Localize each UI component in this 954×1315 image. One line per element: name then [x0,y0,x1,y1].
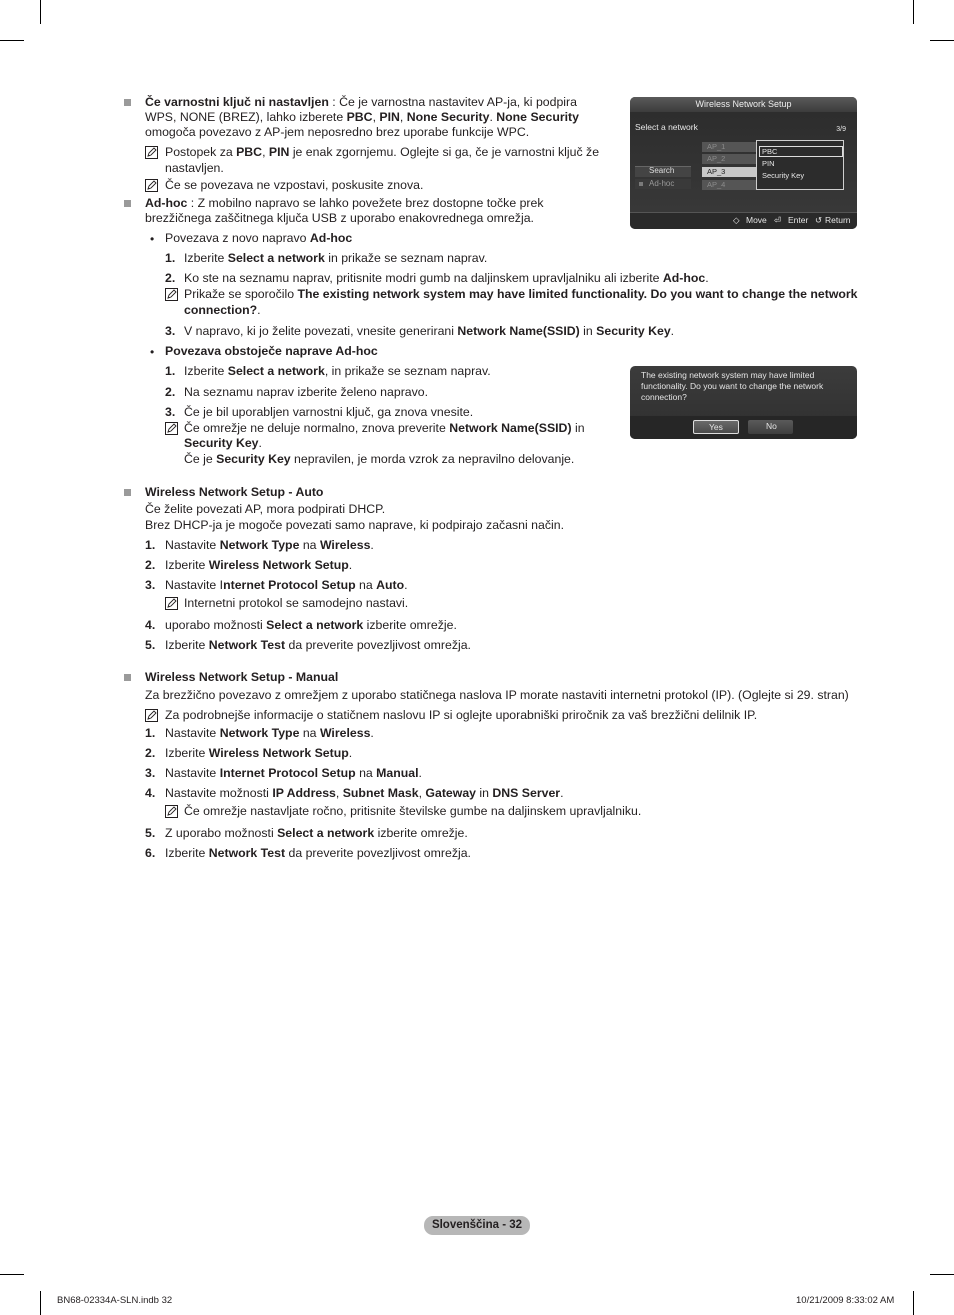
text: . [348,558,353,572]
text: in [476,786,493,800]
crop-mark [930,1274,954,1275]
text: , in prikaže se seznam naprav. [324,364,491,378]
adhoc-label: Ad-hoc [649,179,675,188]
dialog-button-bar [630,416,857,439]
text: uporabo možnosti [165,618,267,632]
step-number: 1. [165,364,176,378]
crop-mark [930,40,954,41]
note-line: nastavljen. [165,161,224,175]
text: . [418,766,422,780]
text: V napravo, ki jo želite povezati, vnesite generirani [184,324,458,338]
crop-mark [913,1291,914,1315]
text: . [370,538,374,552]
select-network-label: Select a network [635,122,698,132]
tv-screen-confirm-dialog [630,366,857,439]
bold-term: Ad-hoc [145,196,188,210]
text: da preverite povezljivost omrežja. [285,638,471,652]
step-number: 6. [145,846,156,860]
bold-term: Select a network [227,364,325,378]
text: Izberite [165,846,209,860]
bullet-line [165,231,352,247]
bold-term: Wireless [319,538,371,552]
text: WPS, NONE (BREZ), lahko izberete [145,110,347,124]
text: na [299,726,320,740]
screen-footer [630,212,857,229]
note-icon [145,146,158,159]
bold-term: Network Name(SSID) [449,421,572,435]
step-line [165,746,352,762]
text: Prikaže se sporočilo [184,287,298,301]
text: Nastavite I [165,578,224,592]
note-line [184,436,262,452]
step-number: 1. [145,538,156,552]
text: Nastavite [165,538,220,552]
crop-mark [0,40,24,41]
text: na [355,578,377,592]
bold-term: Security Key [596,324,671,338]
crop-mark [0,1274,24,1275]
text: . [258,436,262,450]
step-number: 1. [145,726,156,740]
bold-term: Network Test [208,846,286,860]
paragraph-line [145,95,577,111]
page-number-label: Slovenščina - 32 [424,1216,530,1235]
bold-term: PIN [379,110,400,124]
bold-term: Ad-hoc [309,231,353,245]
step-number: 4. [145,618,156,632]
text: : Če je varnostna nastavitev AP-ja, ki podpira [328,95,577,109]
dialog-message: functionality. Do you want to change the network [641,381,824,391]
step-line [165,766,422,782]
text: Povezava z novo napravo [165,231,310,245]
text: Če omrežje ne deluje normalno, znova preverite [184,421,450,435]
paragraph-line [145,196,544,212]
text: Izberite [184,364,228,378]
return-icon: ↺ [815,215,823,225]
crop-mark [40,0,41,24]
step-number: 2. [165,271,176,285]
tv-screen-wireless-setup [630,97,857,229]
text: , [418,786,426,800]
text: na [299,538,320,552]
bold-term: Ad-hoc [662,271,706,285]
step-number: 2. [165,385,176,399]
bold-term: Select a network [266,618,364,632]
text: Ko ste na seznamu naprav, pritisnite modri gumb na daljinskem upravljalniku ali izberite [184,271,663,285]
text: izberite omrežje. [363,618,457,632]
text: , [399,110,407,124]
bold-term: Select a network [227,251,325,265]
section-title: Wireless Network Setup - Manual [145,670,339,684]
bold-term: PBC [236,145,263,159]
yes-label: Yes [709,422,723,432]
text: . [404,578,408,592]
screen-title: Wireless Network Setup [630,97,857,112]
bold-term: Security Key [184,436,259,450]
footer-filename: BN68-02334A-SLN.indb 32 [57,1295,173,1306]
bold-term: Select a network [277,826,375,840]
enter-label: Enter [788,215,809,225]
section-square-icon [124,489,131,496]
bold-term: Gateway [425,786,477,800]
step-line: Na seznamu naprav izberite želeno napravo. [184,385,429,399]
text: Nastavite možnosti [165,786,273,800]
text: Če je [184,452,217,466]
text: Nastavite [165,766,220,780]
crop-mark [40,1291,41,1315]
pbc-option[interactable]: PBC [762,147,778,156]
note-line [165,145,599,161]
security-key-option[interactable]: Security Key [762,171,805,180]
bold-term: None Security [406,110,490,124]
step-number: 3. [145,766,156,780]
step-line [184,364,491,380]
text: in [571,421,585,435]
step-number: 3. [165,405,176,419]
paragraph-line: omogoča povezavo z AP-jem neposredno brez uporabe funkcije WPC. [145,125,530,139]
text: . [348,746,353,760]
bold-term: The existing network system may have limited functionality. Do you want to change the network [297,287,858,301]
step-number: 5. [145,638,156,652]
move-label: Move [746,215,767,225]
step-number: 4. [145,786,156,800]
note-line [184,303,261,319]
note-line: Če se povezava ne vzpostavi, poskusite znova. [165,178,424,192]
note-icon [165,288,178,301]
step-line [165,638,471,654]
bold-term: Security Key [216,452,291,466]
enter-icon: ⏎ [774,215,782,225]
paragraph-line: Brez DHCP-ja je mogoče povezati samo naprave, ki podpirajo začasni način. [145,518,564,532]
blue-button-icon [639,182,643,186]
bold-term: Wireless [319,726,371,740]
step-line [165,538,374,554]
bold-term: nternet Protocol Setup [223,578,356,592]
bullet: • [150,345,155,359]
dialog-message: connection? [641,392,687,402]
dialog-message: The existing network system may have limited [641,370,815,380]
ap-item[interactable]: AP_2 [702,154,756,164]
bold-term: Network Test [208,638,286,652]
bold-term: Internet Protocol Setup [219,766,356,780]
bold-term: Manual [376,766,419,780]
section-square-icon [124,99,131,106]
step-line [165,846,471,862]
ap-item-selected[interactable]: AP_3 [702,167,756,177]
paragraph-line [145,110,579,126]
text: Postopek za [165,145,237,159]
step-number: 5. [145,826,156,840]
text: . [257,303,261,317]
note-line: Internetni protokol se samodejno nastavi. [184,596,409,610]
note-icon [165,597,178,610]
note-icon [165,422,178,435]
note-line: Če omrežje nastavljate ročno, pritisnite številske gumbe na daljinskem upravljalniku. [184,804,642,818]
note-line [184,452,574,468]
bold-term: IP Address [272,786,336,800]
step-number: 2. [145,558,156,572]
bold-term: Če varnostni ključ ni nastavljen [145,95,329,109]
bold-term: Network Type [219,726,300,740]
note-icon [165,805,178,818]
move-icon: ◇ [733,215,740,225]
text: izberite omrežje. [374,826,468,840]
step-line [184,251,487,267]
text: nepravilen, je morda vzrok za nepravilno delovanje. [290,452,575,466]
text: Z uporabo možnosti [165,826,278,840]
step-number: 3. [145,578,156,592]
text: : Z mobilno napravo se lahko povežete brez dostopne točke prek [187,196,544,210]
page-indicator: 3/9 [836,126,846,133]
return-label: Return [825,215,851,225]
text: . [370,726,374,740]
text: je enak zgornjemu. Oglejte si ga, če je varnostni ključ že [289,145,600,159]
step-line: Če je bil uporabljen varnostni ključ, ga znova vnesite. [184,405,474,419]
note-icon [145,179,158,192]
step-line [165,618,457,634]
paragraph-line: brezžičnega zaščitnega ključa USB z uporabo enakovrednega omrežja. [145,211,534,225]
search-label: Search [649,166,675,175]
text: . [560,786,564,800]
step-line [165,578,408,594]
bullet: • [150,232,155,246]
bold-term: Auto [376,578,405,592]
step-line [165,786,564,802]
bold-term: None Security [496,110,579,124]
bold-term: Wireless Network Setup [208,558,349,572]
text: in [579,324,597,338]
text: Izberite [165,558,209,572]
footer-timestamp: 10/21/2009 8:33:02 AM [796,1295,895,1306]
step-line [165,558,352,574]
text: . [489,110,497,124]
bold-term: Subnet Mask [342,786,419,800]
bold-term: PBC [346,110,373,124]
text: Izberite [184,251,228,265]
step-number: 1. [165,251,176,265]
note-icon [145,709,158,722]
text: Izberite [165,638,209,652]
section-title: Wireless Network Setup - Auto [145,485,324,499]
step-line [165,726,374,742]
bullet-line: Povezava obstoječe naprave Ad-hoc [165,344,378,358]
text: , [335,786,343,800]
ap-item[interactable]: AP_1 [702,142,756,152]
ap-item[interactable]: AP_4 [702,180,756,190]
text: na [355,766,377,780]
text: . [705,271,709,285]
note-line: Za podrobnejše informacije o statičnem naslovu IP si oglejte uporabniški priročnik za vaš brezžični delilnik IP. [165,708,758,722]
text: Izberite [165,746,209,760]
bold-term: PIN [268,145,290,159]
note-line [184,421,585,437]
section-square-icon [124,200,131,207]
bold-term: Network Name(SSID) [457,324,580,338]
text: , [372,110,380,124]
text: in prikaže se seznam naprav. [324,251,488,265]
text: Nastavite [165,726,220,740]
section-square-icon [124,674,131,681]
step-line [184,271,709,287]
step-line [184,324,674,340]
paragraph-line: Za brezžično povezavo z omrežjem z uporabo statičnega naslova IP morate nastaviti internetni protokol (IP). (Oglejte si 29. stran) [145,688,849,702]
bold-term: Wireless Network Setup [208,746,349,760]
pin-option[interactable]: PIN [762,159,775,168]
note-line [184,287,858,303]
bold-term: DNS Server [492,786,561,800]
step-number: 2. [145,746,156,760]
crop-mark [913,0,914,24]
bold-term: Network Type [219,538,300,552]
text: . [670,324,675,338]
text: , [262,145,269,159]
bold-term: connection? [184,303,258,317]
step-number: 3. [165,324,176,338]
no-label: No [766,421,777,431]
step-line [165,826,468,842]
text: da preverite povezljivost omrežja. [285,846,471,860]
paragraph-line: Če želite povezati AP, mora podpirati DHCP. [145,502,386,516]
